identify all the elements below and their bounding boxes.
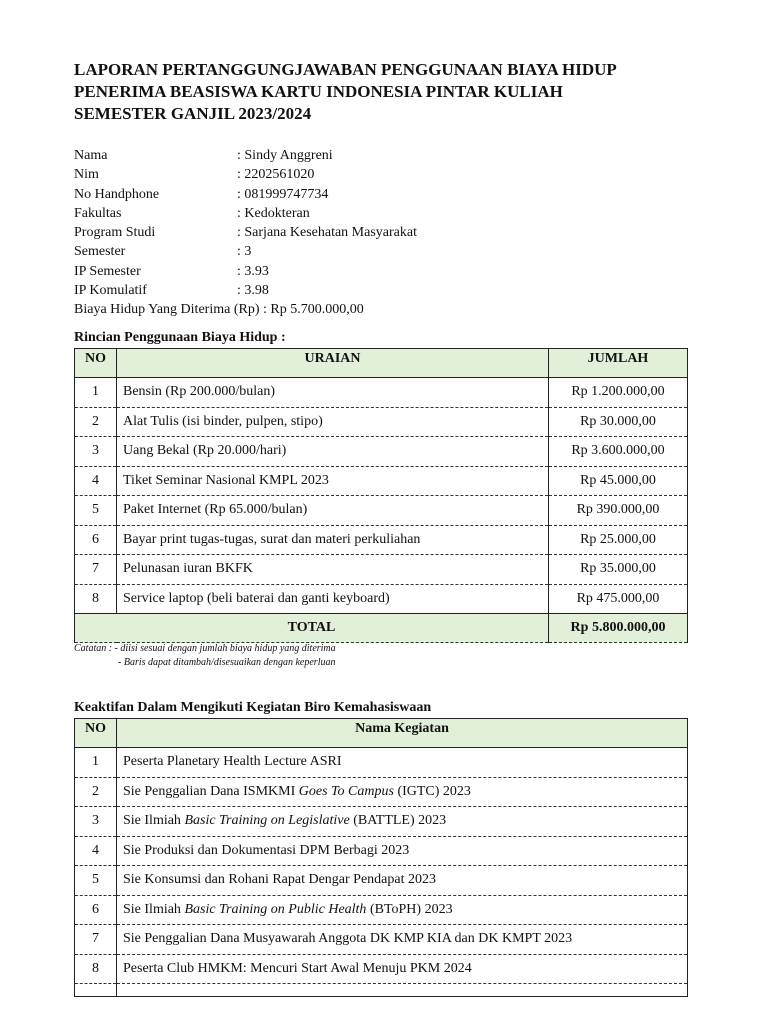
activity-text: Sie Produksi dan Dokumentasi DPM Berbagi 2023 [123,842,410,858]
table-row [75,584,688,614]
identity-label: Fakultas [74,205,122,221]
activity-name [117,777,688,807]
identity-label: IP Semester [74,263,141,279]
row-number: 8 [75,954,117,984]
column-header-no: NO [75,349,117,378]
row-amount: Rp 3.600.000,00 [549,437,688,467]
row-number: 7 [75,555,117,585]
table-row [75,496,688,526]
table-row [75,925,688,955]
table-row [75,378,688,408]
column-header-amount: JUMLAH [549,349,688,378]
row-description: Bensin (Rp 200.000/bulan) [117,378,549,408]
living-cost-text: Biaya Hidup Yang Diterima (Rp) : Rp 5.700.000,00 [74,302,364,318]
activity-text: Peserta Club HMKM: Mencuri Start Awal Menuju PKM 2024 [123,960,472,976]
table-row [75,807,688,837]
note-line-1: Catatan : - diisi sesuai dengan jumlah biaya hidup yang diterima [74,643,336,654]
title-line-2: PENERIMA BEASISWA KARTU INDONESIA PINTAR KULIAH [74,82,563,101]
activity-name [117,925,688,955]
row-number: 4 [75,466,117,496]
expenses-table [74,348,688,643]
row-number: 4 [75,836,117,866]
activities-table [74,718,688,997]
activity-text-suffix: (BATTLE) 2023 [349,813,447,829]
row-number: 6 [75,525,117,555]
row-description: Service laptop (beli baterai dan ganti keyboard) [117,584,549,614]
table-row [75,466,688,496]
row-number: 3 [75,437,117,467]
activity-text-italic: Basic Training on Legislative [184,813,350,829]
column-header-no: NO [75,719,117,748]
row-amount: Rp 475.000,00 [549,584,688,614]
title-line-1: LAPORAN PERTANGGUNGJAWABAN PENGGUNAAN BIAYA HIDUP [74,60,617,79]
identity-value: : 3 [237,244,252,260]
expenses-heading: Rincian Penggunaan Biaya Hidup : [74,330,286,345]
note-line-2: - Baris dapat ditambah/disesuaikan dengan keperluan [118,657,336,668]
row-number: 2 [75,407,117,437]
table-row [75,525,688,555]
identity-value: : 081999747734 [237,186,329,202]
activity-text-italic: Basic Training on Public Health [184,901,367,917]
identity-label: Program Studi [74,225,156,241]
activity-name [117,866,688,896]
activity-text: Peserta Planetary Health Lecture ASRI [123,754,342,770]
table-row [75,836,688,866]
identity-value: : 2202561020 [237,167,315,183]
activity-name [117,895,688,925]
identity-value: : Kedokteran [237,205,310,221]
activity-text: Sie Penggalian Dana ISMKMI [123,783,299,799]
identity-value: : 3.93 [237,263,269,279]
table-row [75,895,688,925]
row-number: 3 [75,807,117,837]
table-notes [74,642,336,670]
table-row [75,555,688,585]
row-amount: Rp 35.000,00 [549,555,688,585]
row-amount: Rp 30.000,00 [549,407,688,437]
empty-cell [117,984,688,997]
row-number: 8 [75,584,117,614]
total-value: Rp 5.800.000,00 [549,614,688,643]
activity-name [117,954,688,984]
table-row-empty [75,984,688,997]
activity-name [117,836,688,866]
row-number: 6 [75,895,117,925]
table-row [75,866,688,896]
activity-text: Sie Ilmiah [123,901,185,917]
identity-label: Semester [74,244,126,260]
row-number: 5 [75,496,117,526]
identity-label: Nama [74,148,108,163]
row-amount: Rp 25.000,00 [549,525,688,555]
identity-value: : Sarjana Kesehatan Masyarakat [237,225,417,241]
row-description: Paket Internet (Rp 65.000/bulan) [117,496,549,526]
row-number: 7 [75,925,117,955]
total-row [75,614,688,643]
row-number: 1 [75,378,117,408]
activity-text-suffix: (IGTC) 2023 [393,783,471,799]
row-amount: Rp 45.000,00 [549,466,688,496]
activity-text: Sie Konsumsi dan Rohani Rapat Dengar Pendapat 2023 [123,872,437,888]
row-number: 2 [75,777,117,807]
column-header-activity: Nama Kegiatan [117,719,688,748]
total-label: TOTAL [75,614,549,643]
row-description: Bayar print tugas-tugas, surat dan materi perkuliahan [117,525,549,555]
row-amount: Rp 1.200.000,00 [549,378,688,408]
activity-text-suffix: (BToPH) 2023 [366,901,453,917]
row-number: 1 [75,748,117,778]
row-description: Pelunasan iuran BKFK [117,555,549,585]
empty-cell [75,984,117,997]
table-row [75,748,688,778]
activity-text: Sie Penggalian Dana Musyawarah Anggota DK KMP KIA dan DK KMPT 2023 [123,931,573,947]
activities-heading: Keaktifan Dalam Mengikuti Kegiatan Biro Kemahasiswaan [74,700,432,715]
row-description: Alat Tulis (isi binder, pulpen, stipo) [117,407,549,437]
identity-label: IP Komulatif [74,283,147,299]
activity-text-italic: Goes To Campus [298,783,394,799]
report-title [74,59,714,125]
identity-value: : Sindy Anggreni [237,148,333,163]
table-row [75,437,688,467]
row-description: Tiket Seminar Nasional KMPL 2023 [117,466,549,496]
row-description: Uang Bekal (Rp 20.000/hari) [117,437,549,467]
column-header-description: URAIAN [117,349,549,378]
table-header-row [75,349,688,378]
row-amount: Rp 390.000,00 [549,496,688,526]
table-header-row [75,719,688,748]
activity-name [117,748,688,778]
table-row [75,407,688,437]
identity-label: Nim [74,167,99,183]
identity-value: : 3.98 [237,283,269,299]
activity-text: Sie Ilmiah [123,813,185,829]
table-row [75,777,688,807]
activity-name [117,807,688,837]
row-number: 5 [75,866,117,896]
table-row [75,954,688,984]
title-line-3: SEMESTER GANJIL 2023/2024 [74,104,312,123]
identity-label: No Handphone [74,186,160,202]
